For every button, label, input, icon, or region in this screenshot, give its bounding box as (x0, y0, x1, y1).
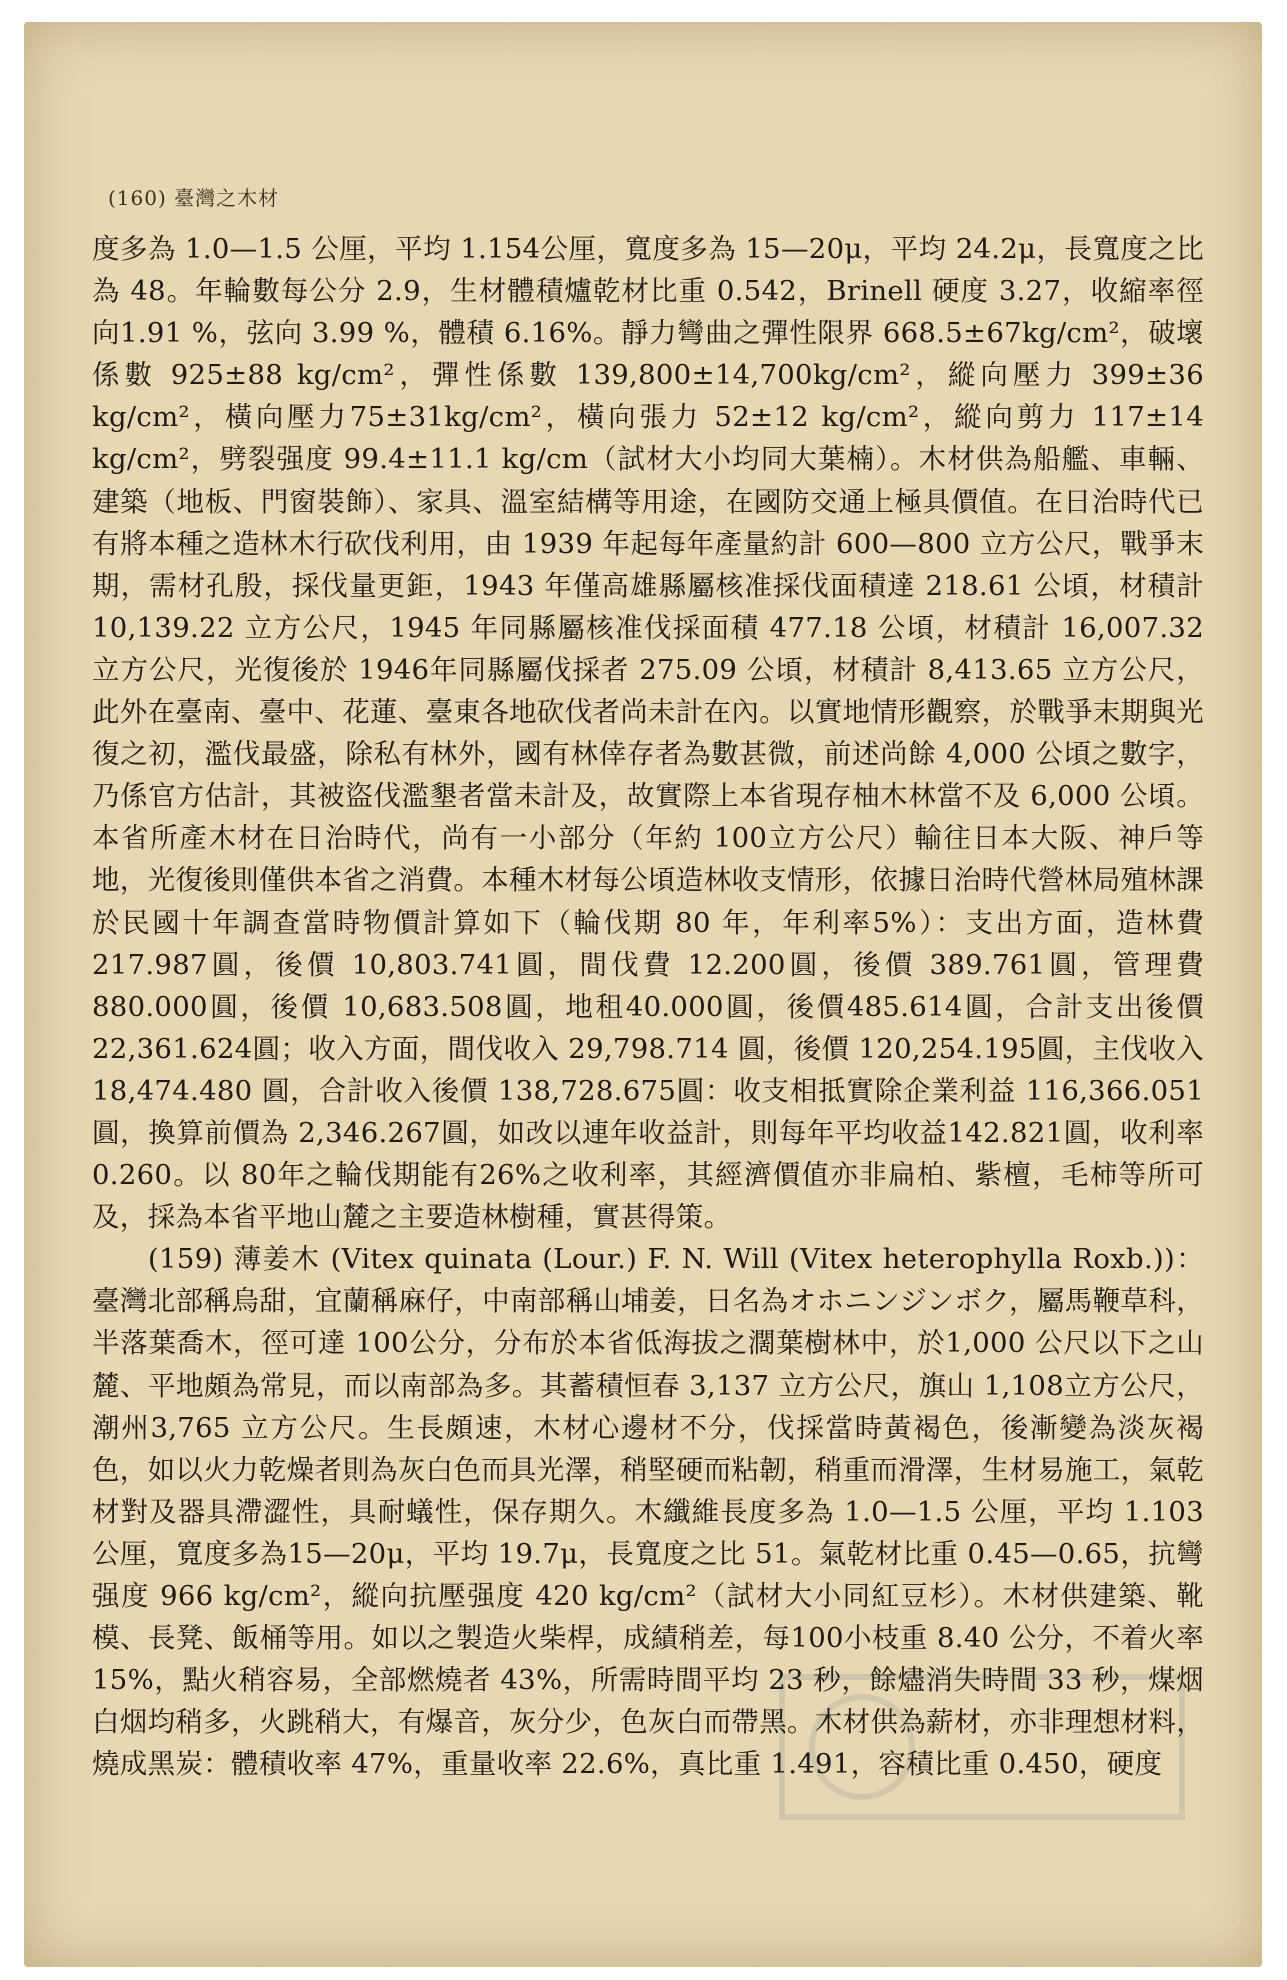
page-number: (160) (108, 186, 167, 210)
page-header (108, 182, 279, 211)
main-text (92, 228, 1204, 1785)
paragraph-teak-continued: 度多為 1.0—1.5 公厘，平均 1.154公厘，寬度多為 15—20μ，平均 24.2μ，長寬度之比為 48。年輪數每公分 2.9，生材體積爐乾材比重 0.542，Brinell 硬度 3.27，收縮率徑向1.91 %，弦向 3.99 %，體積 6.16%。靜力彎曲之彈性限界 668.5±67kg/cm²，破壞係數 925±88 kg/cm²，彈性係數 139,800±14,700kg/cm²，縱向壓力 399±36 kg/cm²，橫向壓力75±31kg/cm²，橫向張力 52±12 kg/cm²，縱向剪力 117±14 kg/cm²，劈裂强度 99.4±11.1 kg/cm（試材大小均同大葉楠）。木材供為船艦、車輛、建築（地板、門窗裝飾）、家具、溫室結構等用途，在國防交通上極具價值。在日治時代已有將本種之造林木行砍伐利用，由 1939 年起每年產量約計 600—800 立方公尺，戰爭末期，需材孔殷，採伐量更鉅，1943 年僅高雄縣屬核准採伐面積達 218.61 公頃，材積計 10,139.22 立方公尺，1945 年同縣屬核准伐採面積 477.18 公頃，材積計 16,007.32 立方公尺，光復後於 1946年同縣屬伐採者 275.09 公頃，材積計 8,413.65 立方公尺，此外在臺南、臺中、花蓮、臺東各地砍伐者尚未計在內。以實地情形觀察，於戰爭末期與光復之初，濫伐最盛，除私有林外，國有林倖存者為數甚微，前述尚餘 4,000 公頃之數字，乃係官方估計，其被盜伐濫墾者當未計及，故實際上本省現存柚木林當不及 6,000 公頃。本省所產木材在日治時代，尚有一小部分（年約 100立方公尺）輸往日本大阪、神戶等地，光復後則僅供本省之消費。本種木材每公頃造林收支情形，依據日治時代營林局殖林課於民國十年調查當時物價計算如下（輪伐期 80 年，年利率5%）：支出方面，造林費 217.987圓，後價 10,803.741圓，間伐費 12.200圓，後價 389.761圓，管理費 880.000圓，後價 10,683.508圓，地租40.000圓，後價485.614圓，合計支出後價22,361.624圓；收入方面，間伐收入 29,798.714 圓，後價 120,254.195圓，主伐收入 18,474.480 圓，合計收入後價 138,728.675圓：收支相抵實除企業利益 116,366.051圓，換算前價為 2,346.267圓，如改以連年收益計，則每年平均收益142.821圓，收利率 0.260。以 80年之輪伐期能有26%之收利率，其經濟價值亦非扁柏、紫檀，毛柿等所可及，採為本省平地山麓之主要造林樹種，實甚得策。 (92, 233, 1204, 1234)
paragraph-vitex-quinata: (159) 薄姜木 (Vitex quinata (Lour.) F. N. Will (Vitex heterophylla Roxb.))：臺灣北部稱烏甜，宜蘭稱麻仔，中南部稱山埔姜，日名為オホニンジンボク，屬馬鞭草科，半落葉喬木，徑可達 100公分，分布於本省低海拔之濶葉樹林中，於1,000 公尺以下之山麓、平地頗為常見，而以南部為多。其蓄積恒春 3,137 立方公尺，旗山 1,108立方公尺，潮州3,765 立方公尺。生長頗速，木材心邊材不分，伐採當時黃褐色，後漸變為淡灰褐色，如以火力乾燥者則為灰白色而具光澤，稍堅硬而粘韌，稍重而滑澤，生材易施工，氣乾材對及器具滯澀性，具耐蟻性，保存期久。木纖維長度多為 1.0—1.5 公厘，平均 1.103公厘，寬度多為15—20μ，平均 19.7μ，長寬度之比 51。氣乾材比重 0.45—0.65，抗彎强度 966 kg/cm²，縱向抗壓强度 420 kg/cm²（試材大小同紅豆杉）。木材供建築、靴模、長凳、飯桶等用。如以之製造火柴桿，成績稍差，每100小枝重 8.40 公分，不着火率 15%，點火稍容易，全部燃燒者 43%，所需時間平均 23 秒，餘燼消失時間 33 秒，煤烟白烟均稍多，火跳稍大，有爆音，灰分少，色灰白而帶黑。木材供為薪材，亦非理想材料，燒成黑炭：體積收率 47%，重量收率 22.6%，真比重 1.491，容積比重 0.450，硬度 (92, 1243, 1204, 1781)
running-title: 臺灣之木材 (174, 186, 280, 210)
